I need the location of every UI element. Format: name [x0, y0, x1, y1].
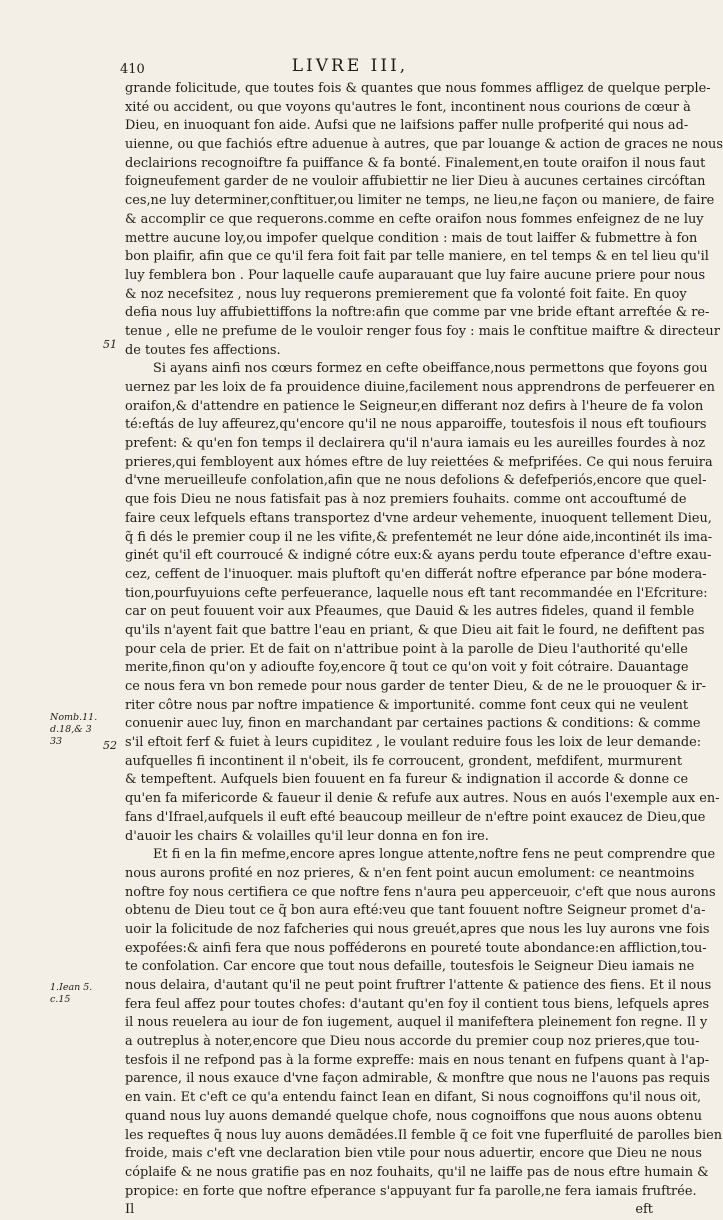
text-line: nous delaira, d'autant qu'il ne peut point fruftrer l'attente & patience des fiens. Et il nous [125, 978, 712, 993]
page-number: 410 [120, 62, 145, 77]
text-line: parence, il nous exauce d'vne façon admirable, & monftre que nous ne l'auons pas requis [125, 1071, 710, 1087]
page-header [0, 56, 700, 80]
text-line: Il eft [125, 1202, 653, 1218]
text-line: uoir la folicitude de noz fafcheries qui nous greuét,apres que nous les luy aurons vne fois [125, 921, 710, 937]
text-line: grande folicitude, que toutes fois & quantes que nous fommes affligez de quelque perple- [125, 81, 711, 96]
text-line: uienne, ou que fachiós eftre aduenue à autres, que par louange & action de graces ne nous [125, 137, 723, 153]
text-line: d'vne merueilleufe confolation,afin que ne nous defolions & defefperiós,encore que quel- [125, 473, 707, 489]
text-line: que fois Dieu ne nous fatisfait pas à noz premiers fouhaits. comme ont accouftumé de [125, 492, 687, 508]
text-line: il nous reuelera au iour de fon iugement, auquel il manifeftera pleinement fon regne. Il y [125, 1015, 708, 1031]
text-line: & tempeftent. Aufquels bien fouuent en fa fureur & indignation il accorde & donne ce [125, 772, 689, 788]
text-line: xité ou accident, ou que voyons qu'autres le font, incontinent nous courions de cœur à [125, 99, 691, 115]
text-line: noftre foy nous certifiera ce que noftre fens n'aura peu apperceuoir, c'eft que nous aurons [125, 884, 716, 900]
text-line: qu'en fa mifericorde & faueur il denie & refufe aux autres. Nous en auós l'exemple aux en- [125, 791, 720, 807]
running-head: LIVRE III, [291, 56, 409, 76]
text-line: prieres,qui fembloyent aux hómes eftre de luy reiettées & mefprifées. Ce qui nous feruira [125, 454, 713, 470]
text-line: prefent: & qu'en fon temps il declairera qu'il n'aura iamais eu les aureilles fourdes à noz [125, 436, 706, 452]
text-line: te confolation. Car encore que tout nous defaille, toutesfois le Seigneur Dieu iamais ne [125, 959, 695, 975]
text-line: en vain. Et c'eft ce qu'a entendu fainct Iean en difant, Si nous cognoiffons qu'il nous oit, [125, 1090, 702, 1106]
margin-note-line: 1.Iean 5. [50, 982, 93, 993]
text-line: d'auoir les chairs & volailles qu'il leur donna en fon ire. [125, 828, 489, 844]
margin-note-reference [50, 712, 105, 748]
text-line: té:eftás de luy affeurez,qu'encore qu'il ne nous apparoiffe, toutesfois il nous eft toufiours [125, 417, 707, 433]
text-line: quand nous luy auons demandé quelque chofe, nous cognoiffons que nous auons obtenu [125, 1108, 703, 1124]
text-line: Si ayans ainfi nos cœurs formez en cefte obeiffance,nous permettons que foyons gou [153, 361, 708, 377]
text-line: s'il eftoit ferf & fuiet à leurs cupiditez , le voulant reduire fous les loix de leur demande: [125, 735, 702, 751]
paragraph-number: 51 [103, 338, 117, 351]
text-line: a outreplus à noter,encore que Dieu nous accorde du premier coup noz prieres,que tou- [125, 1034, 700, 1050]
text-line: car on peut fouuent voir aux Pfeaumes, que Dauid & les autres fideles, quand il femble [125, 604, 695, 620]
margin-note-line: d.18,& 3 [50, 724, 92, 735]
text-line: fera feul affez pour toutes chofes: d'autant qu'en foy il contient tous biens, lefquels apres [125, 996, 710, 1012]
text-line: ces,ne luy determiner,conftituer,ou limiter ne temps, ne lieu,ne façon ou maniere, de faire [125, 193, 715, 209]
text-line: luy femblera bon . Pour laquelle caufe auparauant que luy faire aucune priere pour nous [125, 267, 706, 283]
text-line: obtenu de Dieu tout ce q̃ bon aura efté:veu que tant fouuent noftre Seigneur promet d'a- [125, 903, 706, 919]
text-line: declairions recognoiftre fa puiffance & fa bonté. Finalement,en toute oraifon il nous faut [125, 155, 706, 171]
text-line: tenue , elle ne prefume de le vouloir renger fous foy : mais le conftitue maiftre & directeur [125, 323, 720, 339]
text-line: merite,finon qu'on y adioufte foy,encore q̃ tout ce qu'on voit y foit cótraire. Dauantage [125, 660, 689, 676]
text-line: cez, ceffent de l'inuoquer. mais pluftoft qu'en differát noftre efperance par bóne modera- [125, 566, 707, 582]
paragraph-number: 52 [103, 739, 117, 752]
text-line: aufquelles fi incontinent il n'obeit, ils fe corroucent, grondent, mefdifent, murmurent [125, 753, 683, 769]
text-line: de toutes fes affections. [125, 342, 281, 358]
text-line: mettre aucune loy,ou impofer quelque condition : mais de tout laiffer & fubmettre à fon [125, 230, 698, 246]
text-line: Dieu, en inuoquant fon aide. Aufsi que ne laifsions paffer nulle profperité qui nous ad- [125, 118, 689, 134]
text-line: propice: en forte que noftre efperance s'appuyant fur fa parolle,ne fera iamais fruftrée. [125, 1183, 697, 1199]
text-line: riter côtre nous par noftre impatience & importunité. comme font ceux qui ne veulent [125, 697, 689, 713]
margin-note-reference [50, 982, 105, 1006]
text-line: Et fi en la fin mefme,encore apres longue attente,noftre fens ne peut comprendre que [153, 847, 716, 863]
text-line: & accomplir ce que requerons.comme en cefte oraifon nous fommes enfeignez de ne luy [125, 211, 704, 227]
text-line: defia nous luy affubiettiffons la noftre:afin que comme par vne bride eftant arreftée & re- [125, 305, 710, 321]
text-line: ce nous fera vn bon remede pour nous garder de tenter Dieu, & de ne le prouoquer & ir- [125, 679, 707, 694]
text-line: expofées:& ainfi fera que nous pofféderons en poureté toute abondance:en affliction,tou- [125, 940, 707, 956]
text-line: nous aurons profité en noz prieres, & n'en fent point aucun emolument: ce neantmoins [125, 865, 695, 881]
margin-note-line: 33 [50, 736, 63, 747]
text-line: froide, mais c'eft vne declaration bien vtile pour nous aduertir, encore que Dieu ne nous [125, 1146, 702, 1162]
text-line: qu'ils n'ayent fait que battre l'eau en priant, & que Dieu ait fait le fourd, ne defiftent pas [125, 622, 705, 638]
text-line: cóplaife & ne nous gratifie pas en noz fouhaits, qu'il ne laiffe pas de nous eftre humain & [125, 1164, 709, 1180]
text-line: oraifon,& d'attendre en patience le Seigneur,en differant noz defirs à l'heure de fa volon [125, 398, 704, 414]
text-line: conuenir auec luy, finon en marchandant par certaines pactions & conditions: & comme [125, 716, 701, 732]
text-line: faire ceux lefquels eftans transportez d'vne ardeur vehemente, inuoquent tellement Dieu, [125, 510, 712, 526]
text-line: & noz necefsitez , nous luy requerons premierement que fa volonté foit faite. En quoy [125, 286, 687, 302]
text-line: foigneufement garder de ne vouloir affubiettir ne lier Dieu à aucunes certaines circóftan [125, 174, 706, 190]
body-text [125, 80, 723, 1220]
margin-note-line: Nomb.11. [50, 712, 98, 723]
text-line: q̃ fi dés le premier coup il ne les vifite,& prefentemét ne leur dóne aide,incontinét ils ima- [125, 529, 713, 545]
text-line: uernez par les loix de fa prouidence diuine,facilement nous apprendrons de perfeuerer en [125, 380, 715, 395]
text-line: tion,pourfuyuions cefte perfeuerance, laquelle nous eft tant recommandée en l'Efcriture: [125, 585, 708, 601]
text-line: ginét qu'il eft courroucé & indigné cótre eux:& ayans perdu toute efperance d'eftre exau- [125, 548, 712, 564]
text-line: tesfois il ne refpond pas à la forme expreffe: mais en nous tenant en fufpens quant à l'ap- [125, 1052, 710, 1068]
text-line: les requeftes q̃ nous luy auons demãdées.Il femble q̃ ce foit vne fuperfluité de parolles bien [125, 1127, 723, 1143]
text-line: fans d'Ifrael,aufquels il euft efté beaucoup meilleur de n'eftre point exaucez de Dieu,que [125, 809, 706, 825]
margin-note-line: c.15 [50, 994, 71, 1005]
text-line: bon plaifir, afin que ce qu'il fera foit fait par telle maniere, en tel temps & en tel lieu qu'il [125, 249, 709, 265]
text-line: pour cela de prier. Et de fait on n'attribue point à la parolle de Dieu l'authorité qu'elle [125, 641, 688, 657]
